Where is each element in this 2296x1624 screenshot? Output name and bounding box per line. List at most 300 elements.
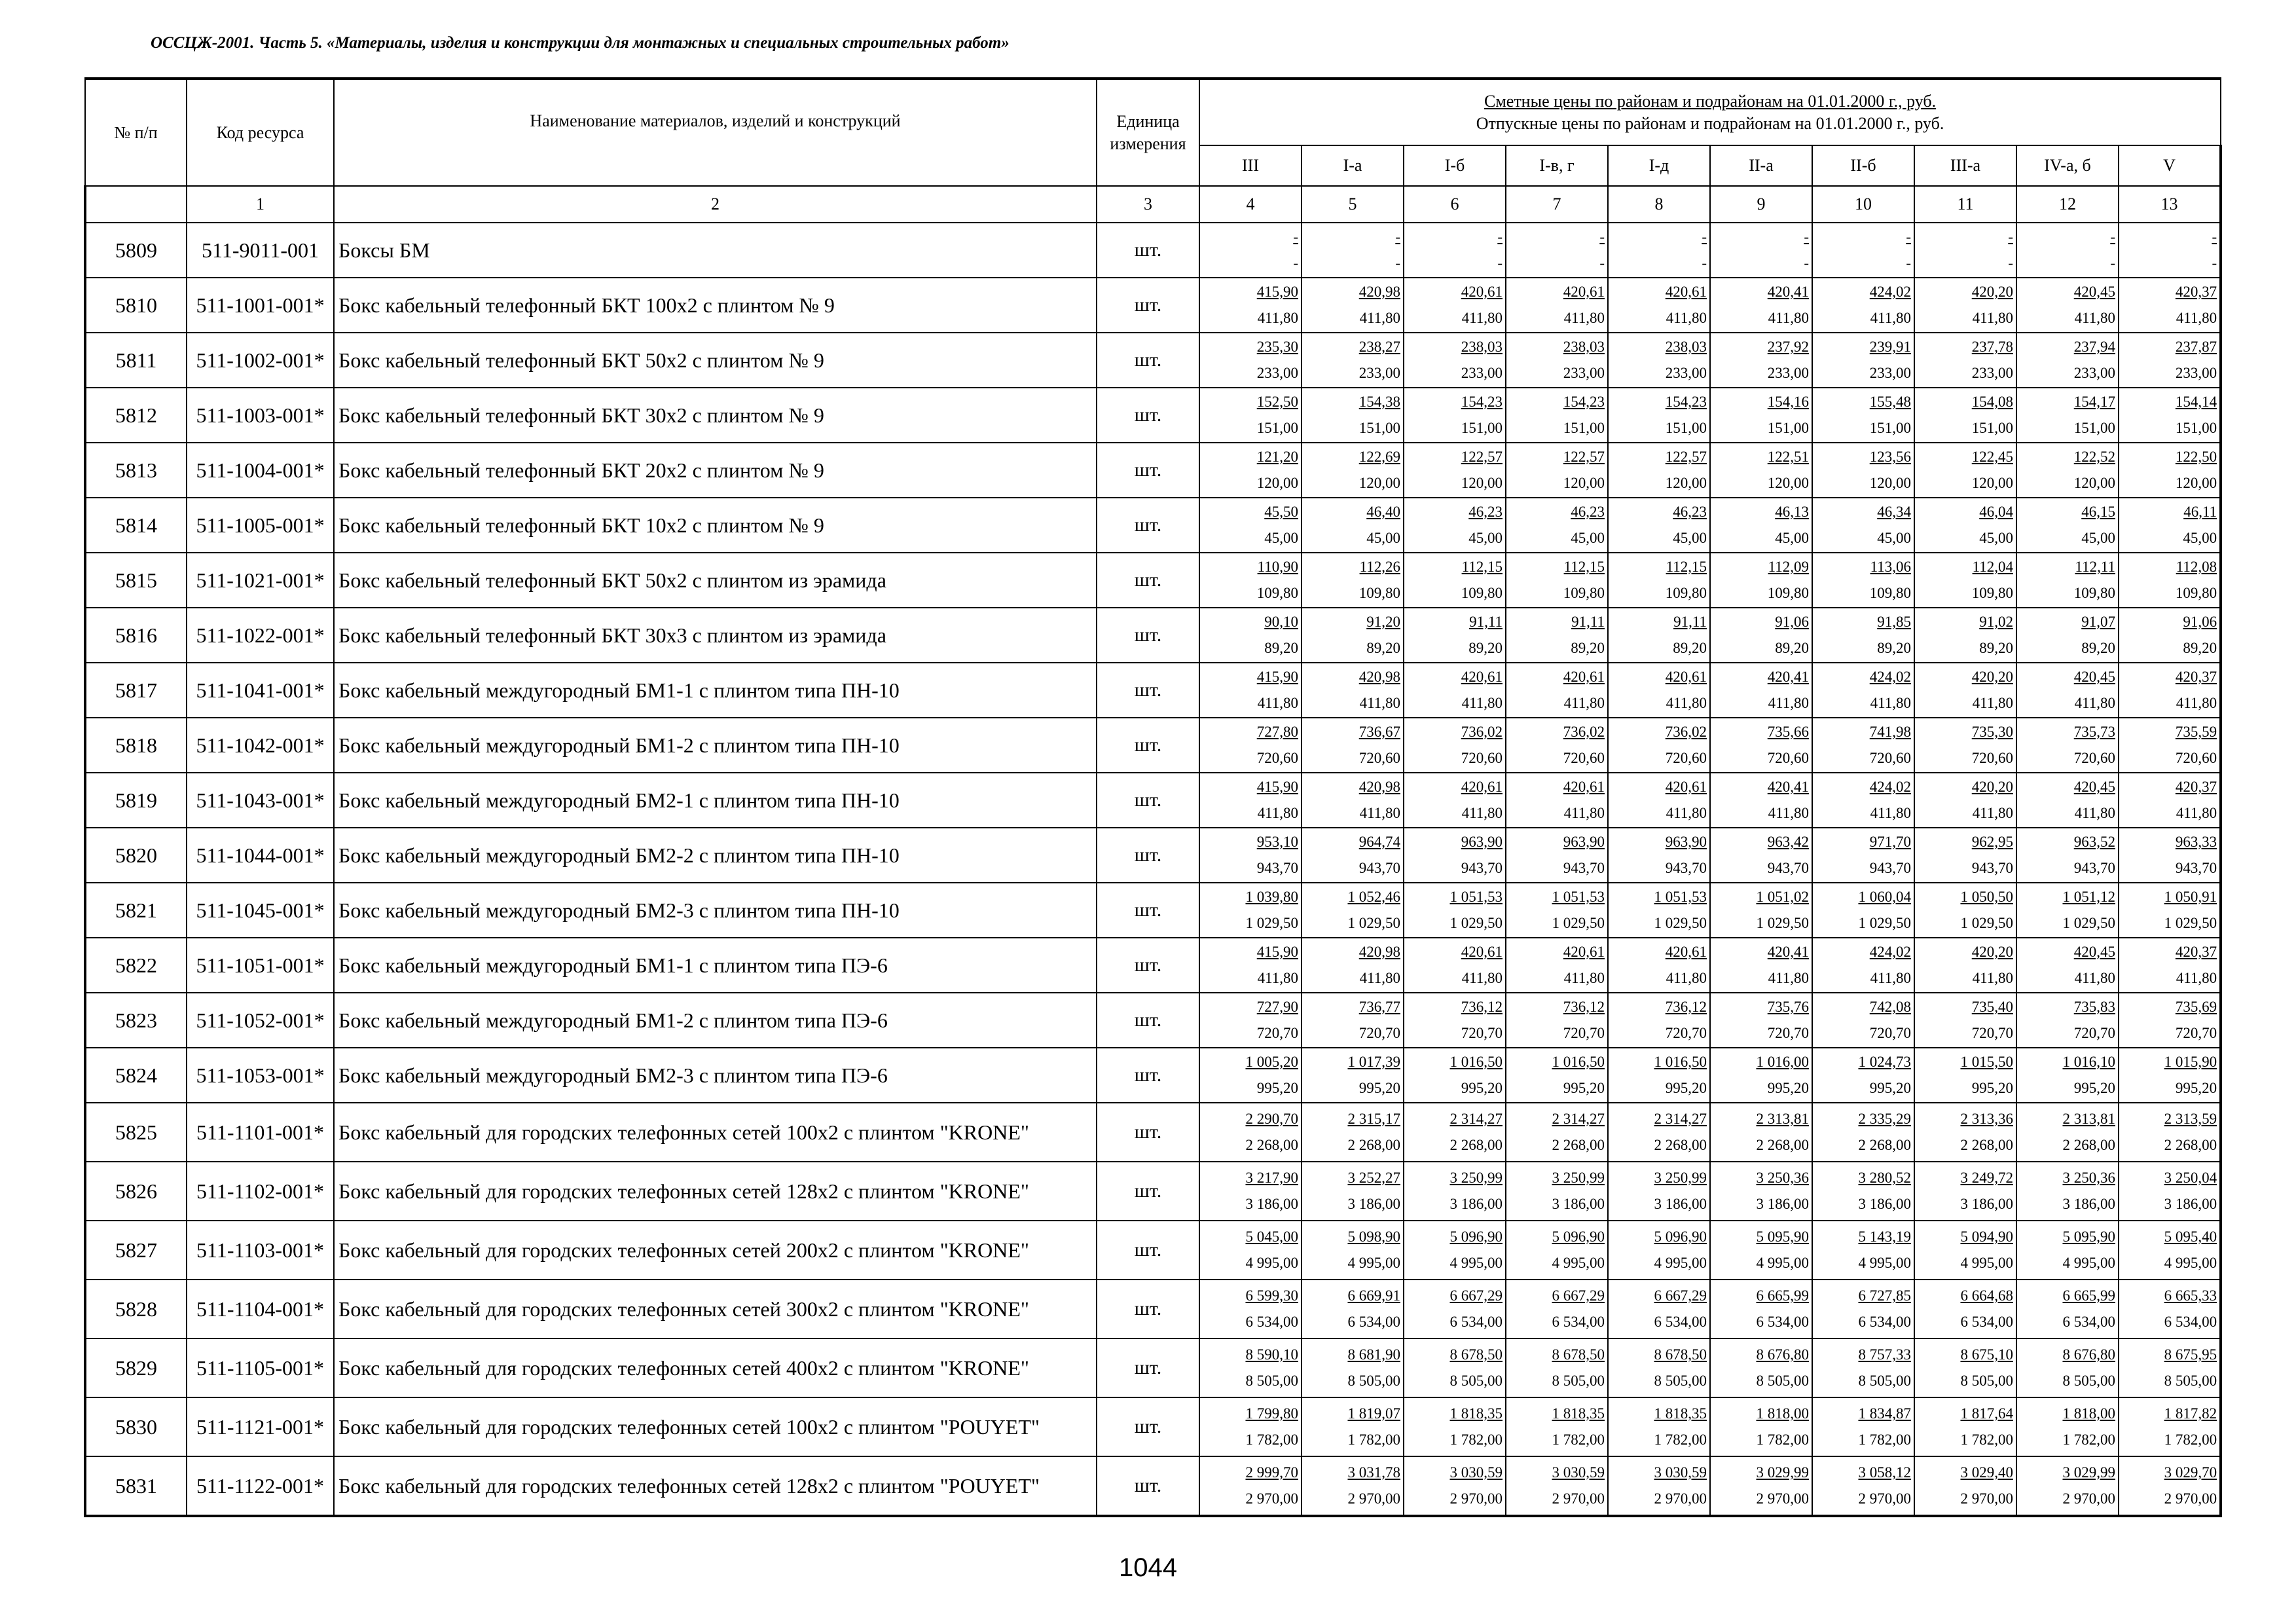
release-price: 45,00 xyxy=(2081,530,2115,546)
price-cell xyxy=(1506,718,1608,773)
unit: шт. xyxy=(1097,1103,1199,1162)
table-row xyxy=(85,223,2221,278)
release-price: 8 505,00 xyxy=(1347,1373,1400,1389)
estimated-price: - xyxy=(1293,229,1298,245)
price-cell xyxy=(1199,993,1302,1048)
column-number: 5 xyxy=(1302,186,1404,223)
price-cell xyxy=(1710,333,1812,388)
estimated-price: 3 029,99 xyxy=(2062,1464,2115,1481)
table-row xyxy=(85,498,2221,553)
release-price: 2 970,00 xyxy=(1858,1490,1911,1507)
price-cell xyxy=(1199,388,1302,443)
unit: шт. xyxy=(1097,278,1199,333)
estimated-price: 1 016,50 xyxy=(1654,1054,1707,1070)
estimated-price: 420,61 xyxy=(1665,944,1707,960)
release-price: 411,80 xyxy=(2074,970,2115,986)
price-cell xyxy=(1404,333,1506,388)
estimated-price: 122,57 xyxy=(1665,449,1707,465)
release-price: 995,20 xyxy=(1358,1080,1400,1096)
estimated-price: 1 817,82 xyxy=(2164,1405,2217,1422)
estimated-price: 91,06 xyxy=(1775,614,1809,630)
price-cell xyxy=(1710,1221,1812,1280)
row-number: 5830 xyxy=(85,1397,187,1456)
estimated-price: 154,23 xyxy=(1461,394,1503,410)
price-cell xyxy=(1710,1280,1812,1338)
release-price: 411,80 xyxy=(1359,310,1400,326)
price-cell xyxy=(2119,443,2221,498)
estimated-price: 122,57 xyxy=(1563,449,1605,465)
price-cell xyxy=(1302,498,1404,553)
estimated-price: 420,37 xyxy=(2175,779,2217,795)
price-cell xyxy=(1608,1162,1710,1221)
estimated-price: 735,69 xyxy=(2175,999,2217,1015)
estimated-price: 1 015,50 xyxy=(1960,1054,2013,1070)
price-cell xyxy=(1199,1397,1302,1456)
release-price: 411,80 xyxy=(1257,695,1298,711)
resource-code: 511-1021-001* xyxy=(187,553,334,608)
estimated-price: 3 217,90 xyxy=(1245,1170,1298,1186)
col-header-unit: Единица измерения xyxy=(1097,79,1199,186)
estimated-price: 3 030,59 xyxy=(1654,1464,1707,1481)
release-price: 1 782,00 xyxy=(1756,1431,1809,1448)
release-price: 943,70 xyxy=(1358,860,1400,876)
price-cell xyxy=(1608,223,1710,278)
release-price: 6 534,00 xyxy=(1756,1314,1809,1330)
release-price: 6 534,00 xyxy=(2062,1314,2115,1330)
estimated-price: 91,11 xyxy=(1469,614,1503,630)
price-cell xyxy=(1914,883,2016,938)
estimated-price: 46,40 xyxy=(1366,504,1400,520)
price-cell xyxy=(1812,663,1914,718)
estimated-price: 1 015,90 xyxy=(2164,1054,2217,1070)
release-price: 6 534,00 xyxy=(1552,1314,1605,1330)
unit: шт. xyxy=(1097,553,1199,608)
table-row xyxy=(85,718,2221,773)
price-cell xyxy=(1302,388,1404,443)
estimated-price: 1 051,53 xyxy=(1552,889,1605,905)
column-number xyxy=(85,186,187,223)
estimated-price: 1 818,35 xyxy=(1552,1405,1605,1422)
estimated-price: 154,38 xyxy=(1358,394,1400,410)
estimated-price: 2 314,27 xyxy=(1449,1111,1503,1127)
estimated-price: 420,61 xyxy=(1563,284,1605,300)
price-cell xyxy=(2119,993,2221,1048)
price-cell xyxy=(1404,278,1506,333)
estimated-price: 6 664,68 xyxy=(1960,1287,2013,1304)
unit: шт. xyxy=(1097,333,1199,388)
release-price: 411,80 xyxy=(1870,310,1911,326)
release-price: 943,70 xyxy=(1563,860,1605,876)
estimated-price: 8 676,80 xyxy=(1756,1346,1809,1363)
price-cell xyxy=(1608,553,1710,608)
material-name: Бокс кабельный телефонный БКТ 30х2 с плинтом № 9 xyxy=(334,388,1097,443)
estimated-price: 1 039,80 xyxy=(1245,889,1298,905)
release-price: 411,80 xyxy=(1257,310,1298,326)
price-cell xyxy=(1812,333,1914,388)
price-cell xyxy=(2119,553,2221,608)
release-price: 6 534,00 xyxy=(1960,1314,2013,1330)
release-price: 45,00 xyxy=(1366,530,1400,546)
price-cell xyxy=(1812,828,1914,883)
material-name: Бокс кабельный для городских телефонных сетей 128х2 с плинтом "KRONE" xyxy=(334,1162,1097,1221)
release-price: 2 970,00 xyxy=(1654,1490,1707,1507)
price-cell xyxy=(1812,883,1914,938)
release-price: 6 534,00 xyxy=(1449,1314,1503,1330)
release-price: 943,70 xyxy=(2175,860,2217,876)
price-table xyxy=(84,77,2222,1517)
release-price: 3 186,00 xyxy=(1858,1196,1911,1212)
estimated-price: 420,61 xyxy=(1461,284,1503,300)
price-cell xyxy=(1302,1397,1404,1456)
price-cell xyxy=(2016,223,2119,278)
release-price: 411,80 xyxy=(1768,310,1809,326)
estimated-price: 154,23 xyxy=(1665,394,1707,410)
release-price: 411,80 xyxy=(1870,695,1911,711)
release-price: 1 782,00 xyxy=(1654,1431,1707,1448)
release-price: 1 782,00 xyxy=(2164,1431,2217,1448)
price-cell xyxy=(1199,938,1302,993)
unit: шт. xyxy=(1097,1280,1199,1338)
price-cell xyxy=(1404,498,1506,553)
price-cell xyxy=(2119,938,2221,993)
estimated-price: 112,15 xyxy=(1563,559,1605,575)
estimated-price: 155,48 xyxy=(1869,394,1911,410)
release-price: 995,20 xyxy=(1971,1080,2013,1096)
price-cell xyxy=(2016,608,2119,663)
release-price: 720,60 xyxy=(1563,750,1605,766)
price-cell xyxy=(1914,1280,2016,1338)
release-price: 109,80 xyxy=(2175,585,2217,601)
resource-code: 511-1102-001* xyxy=(187,1162,334,1221)
estimated-price: 122,45 xyxy=(1971,449,2013,465)
estimated-price: 424,02 xyxy=(1869,944,1911,960)
price-cell xyxy=(1608,608,1710,663)
release-price: 120,00 xyxy=(1461,475,1503,491)
price-cell xyxy=(1199,1456,1302,1516)
release-price: 720,70 xyxy=(1563,1025,1605,1041)
estimated-price: 736,77 xyxy=(1358,999,1400,1015)
release-price: 411,80 xyxy=(2074,805,2115,821)
release-price: 720,70 xyxy=(1461,1025,1503,1041)
estimated-price: 91,11 xyxy=(1571,614,1605,630)
estimated-price: 238,27 xyxy=(1358,339,1400,355)
price-cell xyxy=(1710,608,1812,663)
estimated-price: 1 818,35 xyxy=(1654,1405,1707,1422)
table-row xyxy=(85,608,2221,663)
price-cell xyxy=(1710,663,1812,718)
price-cell xyxy=(1914,1221,2016,1280)
price-cell xyxy=(1199,773,1302,828)
price-cell xyxy=(1506,498,1608,553)
price-cell xyxy=(2016,1103,2119,1162)
price-cell xyxy=(1506,553,1608,608)
price-cell xyxy=(1404,1280,1506,1338)
release-price: 45,00 xyxy=(1673,530,1707,546)
estimated-price: 46,11 xyxy=(2183,504,2217,520)
release-price: 411,80 xyxy=(1666,310,1707,326)
release-price: 411,80 xyxy=(2176,695,2217,711)
release-price: 2 268,00 xyxy=(1552,1137,1605,1153)
price-cell xyxy=(1608,443,1710,498)
estimated-price: 3 058,12 xyxy=(1858,1464,1911,1481)
estimated-price: 5 095,90 xyxy=(1756,1228,1809,1245)
estimated-price: 237,94 xyxy=(2073,339,2115,355)
estimated-price: 735,76 xyxy=(1767,999,1809,1015)
estimated-price: 8 678,50 xyxy=(1654,1346,1707,1363)
release-price: 4 995,00 xyxy=(1858,1255,1911,1271)
estimated-price: 420,61 xyxy=(1461,669,1503,685)
release-price: 89,20 xyxy=(1264,640,1298,656)
release-price: 411,80 xyxy=(1461,310,1503,326)
price-cell xyxy=(1914,1162,2016,1221)
estimated-price: 8 678,50 xyxy=(1552,1346,1605,1363)
price-cell xyxy=(2016,773,2119,828)
price-cell xyxy=(1199,663,1302,718)
resource-code: 511-1051-001* xyxy=(187,938,334,993)
price-cell xyxy=(1199,718,1302,773)
column-number: 12 xyxy=(2016,186,2119,223)
column-number: 9 xyxy=(1710,186,1812,223)
prices-header-estimated: Сметные цены по районам и подрайонам на 01.01.2000 г., руб. xyxy=(1484,91,1937,111)
release-price: 8 505,00 xyxy=(1756,1373,1809,1389)
estimated-price: 3 250,36 xyxy=(2062,1170,2115,1186)
estimated-price: 238,03 xyxy=(1665,339,1707,355)
resource-code: 511-1002-001* xyxy=(187,333,334,388)
release-price: 120,00 xyxy=(1358,475,1400,491)
unit: шт. xyxy=(1097,498,1199,553)
price-cell xyxy=(1608,1221,1710,1280)
price-cell xyxy=(1710,1397,1812,1456)
price-cell xyxy=(2119,333,2221,388)
price-cell xyxy=(1608,1103,1710,1162)
price-cell xyxy=(1302,938,1404,993)
release-price: 120,00 xyxy=(1665,475,1707,491)
row-number: 5809 xyxy=(85,223,187,278)
estimated-price: 46,23 xyxy=(1468,504,1503,520)
estimated-price: 1 050,91 xyxy=(2164,889,2217,905)
price-cell xyxy=(1812,1221,1914,1280)
estimated-price: 1 051,12 xyxy=(2062,889,2115,905)
release-price: 120,00 xyxy=(1256,475,1298,491)
estimated-price: 2 314,27 xyxy=(1654,1111,1707,1127)
price-cell xyxy=(1608,883,1710,938)
estimated-price: 154,14 xyxy=(2175,394,2217,410)
release-price: 411,80 xyxy=(1768,695,1809,711)
release-price: 109,80 xyxy=(2073,585,2115,601)
estimated-price: 46,23 xyxy=(1571,504,1605,520)
release-price: 2 268,00 xyxy=(2164,1137,2217,1153)
estimated-price: 735,66 xyxy=(1767,724,1809,740)
price-cell xyxy=(1302,1280,1404,1338)
release-price: 411,80 xyxy=(1563,310,1605,326)
release-price: 109,80 xyxy=(1665,585,1707,601)
release-price: 4 995,00 xyxy=(1245,1255,1298,1271)
release-price: 720,70 xyxy=(2073,1025,2115,1041)
estimated-price: 420,45 xyxy=(2073,284,2115,300)
price-cell xyxy=(1302,1048,1404,1103)
price-cell xyxy=(1812,223,1914,278)
release-price: - xyxy=(2008,255,2013,271)
release-price: 411,80 xyxy=(1666,805,1707,821)
unit: шт. xyxy=(1097,773,1199,828)
resource-code: 511-1122-001* xyxy=(187,1456,334,1516)
estimated-price: 420,41 xyxy=(1767,779,1809,795)
price-cell xyxy=(1302,993,1404,1048)
column-number: 7 xyxy=(1506,186,1608,223)
release-price: 151,00 xyxy=(1869,420,1911,436)
estimated-price: 90,10 xyxy=(1264,614,1298,630)
estimated-price: 3 029,99 xyxy=(1756,1464,1809,1481)
release-price: 3 186,00 xyxy=(1245,1196,1298,1212)
price-cell xyxy=(2119,1397,2221,1456)
material-name: Бокс кабельный телефонный БКТ 50х2 с плинтом из эрамида xyxy=(334,553,1097,608)
price-cell xyxy=(2119,223,2221,278)
price-cell xyxy=(1608,1280,1710,1338)
price-cell xyxy=(1812,1162,1914,1221)
table-row xyxy=(85,443,2221,498)
estimated-price: 3 250,99 xyxy=(1552,1170,1605,1186)
row-number: 5823 xyxy=(85,993,187,1048)
estimated-price: 963,90 xyxy=(1665,834,1707,850)
release-price: 151,00 xyxy=(2073,420,2115,436)
estimated-price: 122,69 xyxy=(1358,449,1400,465)
release-price: 89,20 xyxy=(1775,640,1809,656)
estimated-price: 741,98 xyxy=(1869,724,1911,740)
document-header: ОССЦЖ-2001. Часть 5. «Материалы, изделия и конструкции для монтажных и специальных строительных работ» xyxy=(151,34,1010,52)
price-cell xyxy=(1199,1280,1302,1338)
price-cell xyxy=(2016,718,2119,773)
release-price: 109,80 xyxy=(1358,585,1400,601)
resource-code: 511-1105-001* xyxy=(187,1338,334,1397)
price-cell xyxy=(1710,828,1812,883)
estimated-price: 5 095,90 xyxy=(2062,1228,2115,1245)
price-cell xyxy=(2016,278,2119,333)
estimated-price: 415,90 xyxy=(1256,284,1298,300)
price-cell xyxy=(1812,1338,1914,1397)
estimated-price: 420,61 xyxy=(1461,779,1503,795)
material-name: Бокс кабельный междугородный БМ2-3 с плинтом типа ПЭ-6 xyxy=(334,1048,1097,1103)
region-header: V xyxy=(2119,145,2221,186)
estimated-price: 6 667,29 xyxy=(1552,1287,1605,1304)
price-cell xyxy=(1302,223,1404,278)
price-cell xyxy=(1608,718,1710,773)
release-price: 995,20 xyxy=(1256,1080,1298,1096)
release-price: 3 186,00 xyxy=(1960,1196,2013,1212)
release-price: 943,70 xyxy=(1665,860,1707,876)
col-header-name: Наименование материалов, изделий и конструкций xyxy=(334,79,1097,186)
unit: шт. xyxy=(1097,223,1199,278)
estimated-price: 8 590,10 xyxy=(1245,1346,1298,1363)
table-row xyxy=(85,1456,2221,1516)
price-cell xyxy=(1199,608,1302,663)
resource-code: 511-1044-001* xyxy=(187,828,334,883)
estimated-price: 45,50 xyxy=(1264,504,1298,520)
estimated-price: 420,61 xyxy=(1563,944,1605,960)
release-price: 1 782,00 xyxy=(1245,1431,1298,1448)
estimated-price: - xyxy=(2110,229,2115,245)
material-name: Бокс кабельный телефонный БКТ 10х2 с плинтом № 9 xyxy=(334,498,1097,553)
estimated-price: 8 757,33 xyxy=(1858,1346,1911,1363)
release-price: 411,80 xyxy=(1359,695,1400,711)
row-number: 5817 xyxy=(85,663,187,718)
estimated-price: 5 143,19 xyxy=(1858,1228,1911,1245)
release-price: 120,00 xyxy=(1563,475,1605,491)
release-price: 720,70 xyxy=(1665,1025,1707,1041)
estimated-price: 1 818,35 xyxy=(1449,1405,1503,1422)
release-price: 4 995,00 xyxy=(1552,1255,1605,1271)
price-cell xyxy=(1812,1048,1914,1103)
release-price: 3 186,00 xyxy=(1347,1196,1400,1212)
estimated-price: - xyxy=(2212,229,2217,245)
release-price: 720,70 xyxy=(2175,1025,2217,1041)
release-price: 995,20 xyxy=(1767,1080,1809,1096)
estimated-price: 2 313,59 xyxy=(2164,1111,2217,1127)
price-cell xyxy=(1404,1103,1506,1162)
price-cell xyxy=(1710,1048,1812,1103)
estimated-price: 964,74 xyxy=(1358,834,1400,850)
estimated-price: 727,80 xyxy=(1256,724,1298,740)
release-price: 151,00 xyxy=(1665,420,1707,436)
release-price: 233,00 xyxy=(1767,365,1809,381)
price-cell xyxy=(1302,1338,1404,1397)
material-name: Бокс кабельный для городских телефонных сетей 100х2 с плинтом "KRONE" xyxy=(334,1103,1097,1162)
resource-code: 511-1022-001* xyxy=(187,608,334,663)
release-price: 1 782,00 xyxy=(1347,1431,1400,1448)
release-price: 1 782,00 xyxy=(1960,1431,2013,1448)
price-cell xyxy=(2016,1048,2119,1103)
estimated-price: 91,20 xyxy=(1366,614,1400,630)
release-price: 89,20 xyxy=(1979,640,2013,656)
estimated-price: 415,90 xyxy=(1256,669,1298,685)
price-cell xyxy=(2119,278,2221,333)
price-cell xyxy=(1914,333,2016,388)
table-row xyxy=(85,333,2221,388)
release-price: 89,20 xyxy=(1366,640,1400,656)
price-cell xyxy=(2016,443,2119,498)
release-price: 8 505,00 xyxy=(1449,1373,1503,1389)
estimated-price: 6 669,91 xyxy=(1347,1287,1400,1304)
release-price: 89,20 xyxy=(1877,640,1911,656)
estimated-price: 963,90 xyxy=(1563,834,1605,850)
price-cell xyxy=(1404,388,1506,443)
release-price: 1 029,50 xyxy=(1245,915,1298,931)
price-cell xyxy=(1812,938,1914,993)
price-cell xyxy=(1812,718,1914,773)
column-number: 3 xyxy=(1097,186,1199,223)
estimated-price: 8 676,80 xyxy=(2062,1346,2115,1363)
release-price: 995,20 xyxy=(2175,1080,2217,1096)
release-price: 2 970,00 xyxy=(1960,1490,2013,1507)
estimated-price: 235,30 xyxy=(1256,339,1298,355)
estimated-price: 1 799,80 xyxy=(1245,1405,1298,1422)
price-cell xyxy=(1710,1162,1812,1221)
price-cell xyxy=(1506,1162,1608,1221)
price-cell xyxy=(1506,1103,1608,1162)
row-number: 5831 xyxy=(85,1456,187,1516)
estimated-price: 424,02 xyxy=(1869,779,1911,795)
release-price: 4 995,00 xyxy=(1960,1255,2013,1271)
estimated-price: 6 599,30 xyxy=(1245,1287,1298,1304)
price-cell xyxy=(1914,223,2016,278)
release-price: - xyxy=(1497,255,1503,271)
release-price: 411,80 xyxy=(1768,970,1809,986)
region-header: II-а xyxy=(1710,145,1812,186)
release-price: 4 995,00 xyxy=(1347,1255,1400,1271)
price-cell xyxy=(1812,608,1914,663)
estimated-price: 735,30 xyxy=(1971,724,2013,740)
release-price: 2 268,00 xyxy=(2062,1137,2115,1153)
release-price: 4 995,00 xyxy=(1449,1255,1503,1271)
